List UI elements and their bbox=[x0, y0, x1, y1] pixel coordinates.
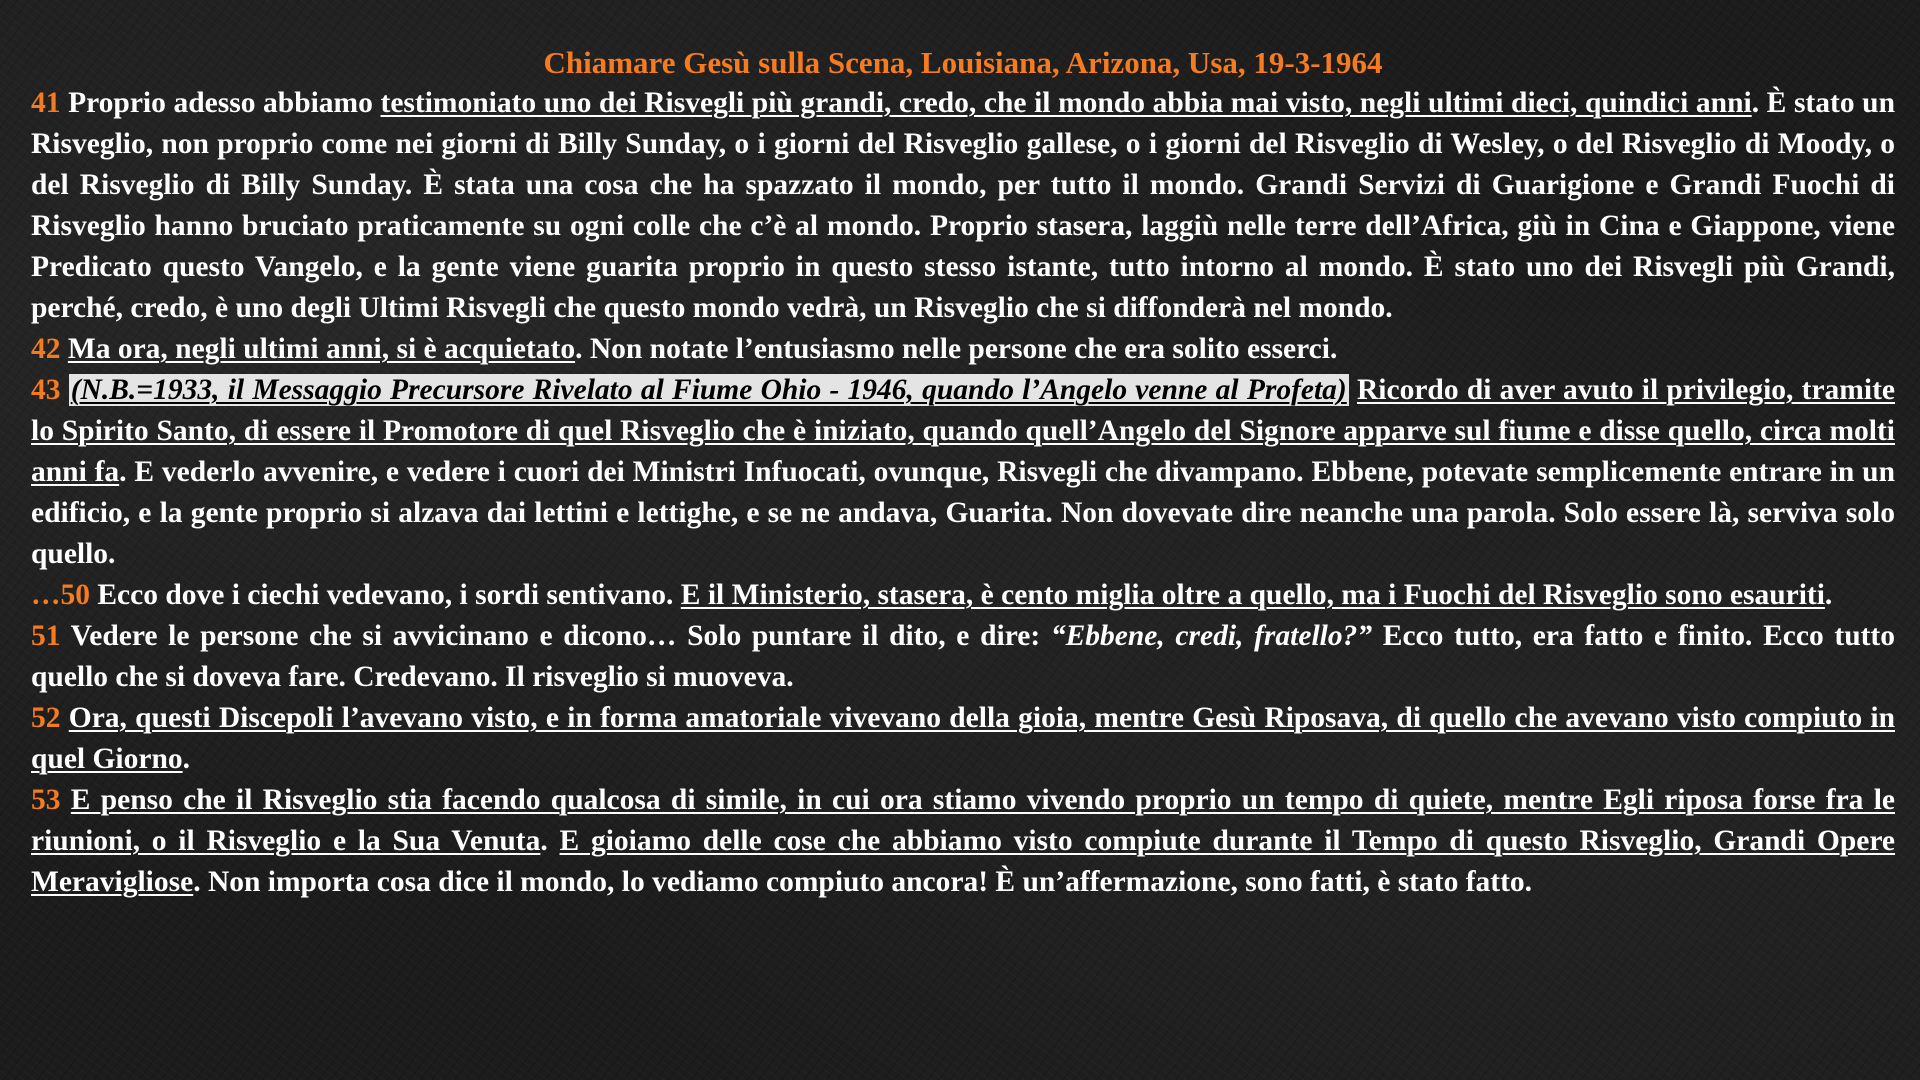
paragraph-50 bbox=[31, 575, 1895, 616]
document-page bbox=[31, 42, 1895, 903]
quoted-text: “Ebbene, credi, fratello?” bbox=[1050, 620, 1373, 652]
paragraph-51 bbox=[31, 616, 1895, 698]
text-span: . bbox=[540, 825, 560, 857]
paragraph-number: 42 bbox=[31, 333, 61, 365]
paragraph-43 bbox=[31, 370, 1895, 575]
page-title: Chiamare Gesù sulla Scena, Louisiana, Arizona, Usa, 19-3-1964 bbox=[543, 45, 1383, 80]
highlighted-note: (N.B.=1933, il Messaggio Precursore Rivelato al Fiume Ohio - 1946, quando l’Angelo venne al Profeta) bbox=[70, 374, 1347, 406]
underlined-text: Ma ora, negli ultimi anni, si è acquietato bbox=[67, 333, 576, 365]
underlined-text: E penso che il Risveglio stia facendo qualcosa di simile, in cui ora stiamo vivendo proprio un tempo di quiete, mentre Egli riposa forse fra le riunioni, o il Risveglio e la Sua Venuta bbox=[31, 784, 1895, 857]
text-span: Ecco tutto, era fatto e finito. Ecco tutto quello che si doveva fare. Credevano. Il risveglio si muoveva. bbox=[31, 620, 1896, 693]
paragraph-52 bbox=[31, 698, 1895, 780]
text-span: Ecco dove i ciechi vedevano, i sordi sentivano. bbox=[90, 579, 681, 611]
underlined-text: testimoniato uno dei Risvegli più grandi, credo, che il mondo abbia mai visto, negli ultimi dieci, quindici anni bbox=[380, 87, 1752, 119]
paragraph-41 bbox=[31, 83, 1895, 329]
underlined-text: Ora, questi Discepoli l’avevano visto, e in forma amatoriale vivevano della gioia, mentre Gesù Riposava, di quello che avevano visto compiuto in quel Giorno bbox=[31, 702, 1895, 775]
text-span: . bbox=[1824, 579, 1833, 611]
paragraph-42 bbox=[31, 329, 1895, 370]
paragraph-number: 51 bbox=[31, 620, 61, 652]
text-span: . bbox=[182, 743, 190, 775]
paragraph-53 bbox=[31, 780, 1895, 903]
underlined-text: E gioiamo delle cose che abbiamo visto compiute durante il Tempo di questo Risveglio, Grandi Opere Meravigliose bbox=[31, 825, 1896, 898]
paragraph-number: 52 bbox=[31, 702, 61, 734]
paragraph-number: 41 bbox=[31, 87, 61, 119]
text-span: . Non importa cosa dice il mondo, lo vediamo compiuto ancora! È un’affermazione, sono fatti, è stato fatto. bbox=[193, 866, 1533, 898]
paragraph-number: 43 bbox=[31, 374, 61, 406]
underlined-text: E il Ministerio, stasera, è cento miglia oltre a quello, ma i Fuochi del Risveglio sono esauriti bbox=[680, 579, 1825, 611]
text-span: Proprio adesso abbiamo bbox=[60, 87, 381, 119]
text-span: . Non notate l’entusiasmo nelle persone che era solito esserci. bbox=[575, 333, 1338, 365]
text-span: . È stato un Risveglio, non proprio come nei giorni di Billy Sunday, o i giorni del Risveglio gallese, o i giorni del Risveglio di Wesley, o del Risveglio di Moody, o del Risveglio di Billy Sunday. È stata una cosa che ha spazzato il mondo, per tutto il mondo. Grandi Servizi di Guarigione e Grandi Fuochi di Risveglio hanno bruciato praticamente su ogni colle che c’è al mondo. Proprio stasera, laggiù nelle terre dell’Africa, giù in Cina e Giappone, viene Predicato questo Vangelo, e la gente viene guarita proprio in questo stesso istante, tutto intorno al mondo. È stato uno dei Risvegli più Grandi, perché, credo, è uno degli Ultimi Risvegli che questo mondo vedrà, un Risveglio che si diffonderà nel mondo. bbox=[31, 87, 1895, 324]
paragraph-number: …50 bbox=[31, 579, 90, 611]
paragraph-number: 53 bbox=[31, 784, 61, 816]
text-span: . E vederlo avvenire, e vedere i cuori dei Ministri Infuocati, ovunque, Risvegli che divampano. Ebbene, potevate semplicemente entrare in un edificio, e la gente proprio si alzava dai lettini e lettighe, e se ne andava, Guarita. Non dovevate dire neanche una parola. Solo essere là, serviva solo quello. bbox=[31, 456, 1895, 570]
underlined-text: Ricordo di aver avuto il privilegio, tramite lo Spirito Santo, di essere il Promotore di quel Risveglio che è iniziato, quando quell’Angelo del Signore apparve sul fiume e disse quello, circa molti anni fa bbox=[31, 374, 1895, 488]
text-span: Vedere le persone che si avvicinano e dicono… Solo puntare il dito, e dire: bbox=[60, 620, 1051, 652]
